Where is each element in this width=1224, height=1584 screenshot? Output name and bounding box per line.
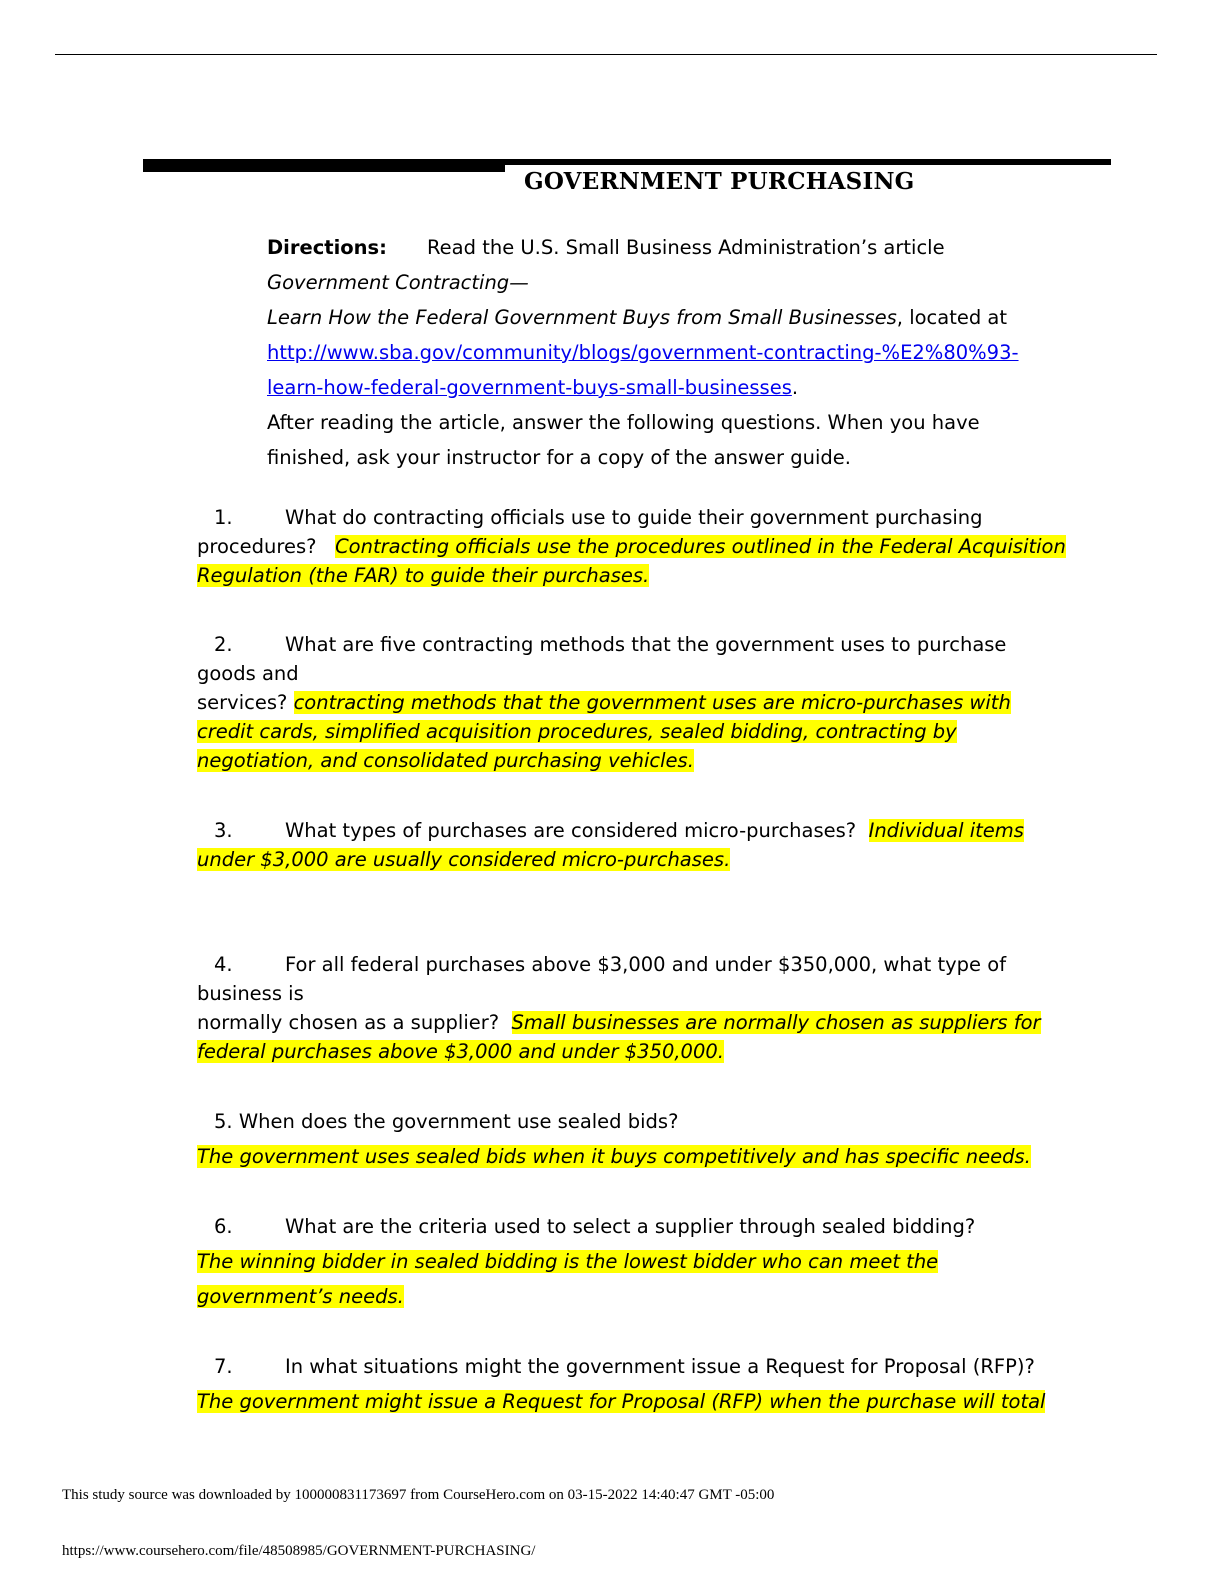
question-text: For all federal purchases above $3,000 and under $350,000, what type of business is <box>197 953 1007 1005</box>
question-text: What are the criteria used to select a supplier through sealed bidding? <box>285 1215 976 1238</box>
question-number: 5. <box>214 1110 233 1133</box>
directions-label: Directions: <box>267 236 387 259</box>
answer-highlight: Individual items under $3,000 are usually considered micro-purchases. <box>197 819 1024 871</box>
question-1 <box>197 503 1067 590</box>
page-top-rule <box>55 54 1157 55</box>
article-title-part2: Learn How the Federal Government Buys from Small Businesses <box>267 306 897 329</box>
answer-highlight: Contracting officials use the procedures outlined in the Federal Acquisition Regulation (the FAR) to guide their purchases. <box>197 535 1066 587</box>
question-text: When does the government use sealed bids? <box>238 1110 679 1133</box>
title-thin-rule <box>505 159 1111 165</box>
link-period: . <box>791 376 799 399</box>
page-title: GOVERNMENT PURCHASING <box>524 168 915 195</box>
article-title-part1: Government Contracting— <box>267 271 529 294</box>
footer-source: This study source was downloaded by 100000831173697 from CourseHero.com on 03-15-2022 14:40:47 GMT -05:00 <box>62 1487 775 1503</box>
directions-after: After reading the article, answer the following questions. When you have finished, ask your instructor for a copy of the answer guide. <box>267 411 980 469</box>
question-text: What are five contracting methods that the government uses to purchase goods and <box>197 633 1007 685</box>
question-7 <box>197 1349 1067 1419</box>
answer-highlight: The government uses sealed bids when it buys competitively and has specific needs. <box>197 1145 1031 1168</box>
answer-highlight: The winning bidder in sealed bidding is the lowest bidder who can meet the government’s needs. <box>197 1250 939 1308</box>
title-thick-rule <box>143 159 505 172</box>
directions-intro: Read the U.S. Small Business Administration’s article <box>427 236 945 259</box>
question-number: 4. <box>214 953 233 976</box>
question-number: 1. <box>214 506 233 529</box>
question-text-cont: services? <box>197 691 288 714</box>
question-number: 3. <box>214 819 233 842</box>
question-3 <box>197 816 1067 874</box>
question-number: 2. <box>214 633 233 656</box>
question-text: In what situations might the government issue a Request for Proposal (RFP)? <box>285 1355 1035 1378</box>
directions-block <box>267 230 1067 475</box>
question-text: What types of purchases are considered micro-purchases? <box>285 819 857 842</box>
article-link[interactable]: http://www.sba.gov/community/blogs/government-contracting-%E2%80%93- learn-how-federal-government-buys-small-businesses <box>267 341 1019 399</box>
question-6 <box>197 1209 1067 1314</box>
question-number: 6. <box>214 1215 233 1238</box>
question-text-cont: procedures? <box>197 535 317 558</box>
question-number: 7. <box>214 1355 233 1378</box>
question-text: What do contracting officials use to guide their government purchasing <box>285 506 983 529</box>
directions-located: , located at <box>896 306 1008 329</box>
question-4 <box>197 950 1067 1066</box>
question-text-cont: normally chosen as a supplier? <box>197 1011 500 1034</box>
question-2 <box>197 630 1067 775</box>
question-5 <box>197 1104 1067 1174</box>
answer-highlight: Small businesses are normally chosen as suppliers for federal purchases above $3,000 and under $350,000. <box>197 1011 1041 1063</box>
answer-highlight: The government might issue a Request for Proposal (RFP) when the purchase will total <box>197 1390 1046 1413</box>
answer-highlight: contracting methods that the government uses are micro-purchases with credit cards, simplified acquisition procedures, sealed bidding, contracting by negotiation, and consolidated purchasing vehicles. <box>197 691 1011 772</box>
footer-url[interactable]: https://www.coursehero.com/file/48508985/GOVERNMENT-PURCHASING/ <box>62 1543 536 1559</box>
